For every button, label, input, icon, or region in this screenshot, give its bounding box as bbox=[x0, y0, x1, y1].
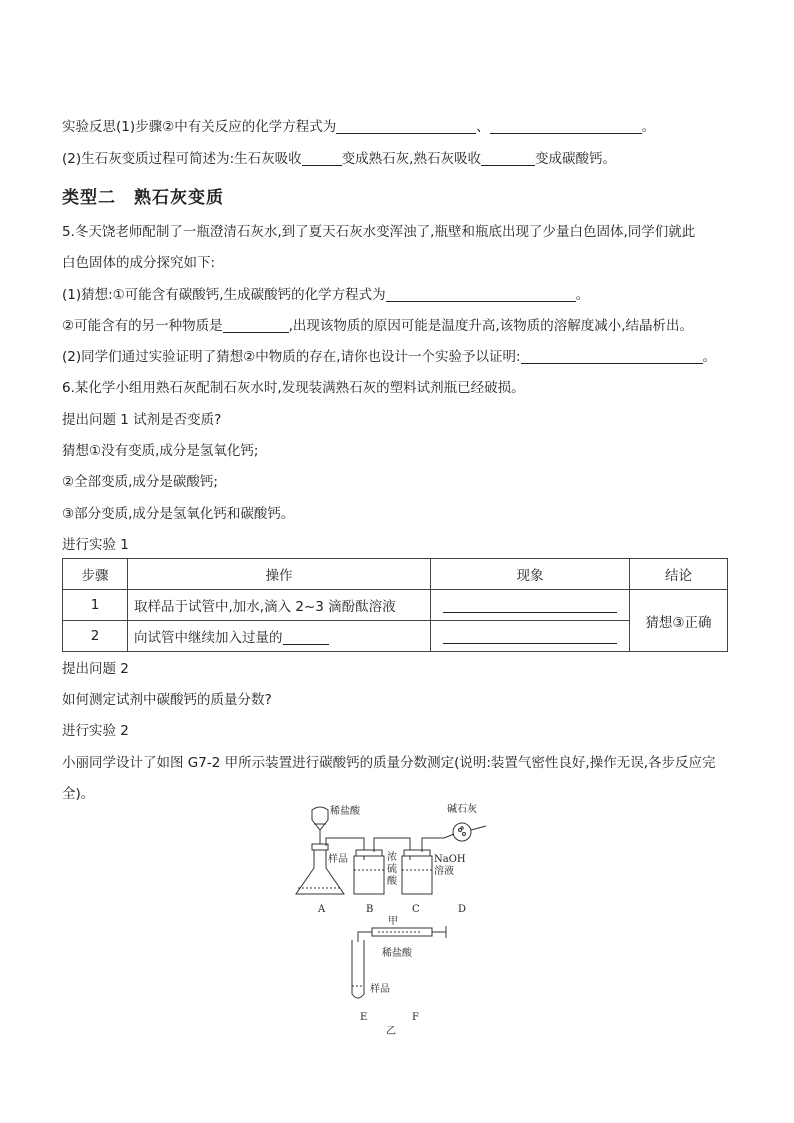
q6-problem-2-question: 如何测定试剂中碳酸钙的质量分数? bbox=[62, 692, 272, 708]
table-header-row bbox=[63, 559, 728, 590]
q6-intro: 6.某化学小组用熟石灰配制石灰水时,发现装满熟石灰的塑料试剂瓶已经破损。 bbox=[62, 380, 525, 396]
operation-cell bbox=[128, 621, 431, 652]
test-tube-icon bbox=[352, 940, 364, 998]
q6-exp-2-title: 进行实验 2 bbox=[62, 723, 129, 739]
label-acid-bottom: 稀盐酸 bbox=[382, 948, 412, 959]
letter-b: B bbox=[366, 904, 374, 915]
answer-blank[interactable] bbox=[443, 597, 617, 613]
q5-guess-2-text-b: ,出现该物质的原因可能是温度升高,该物质的溶解度减小,结晶析出。 bbox=[288, 318, 693, 334]
experiment-1-table bbox=[62, 558, 728, 652]
answer-blank[interactable] bbox=[386, 286, 576, 302]
reflection-2-text-a: (2)生石灰变质过程可简述为:生石灰吸收 bbox=[62, 151, 302, 167]
q5-guess-1-text: (1)猜想:①可能含有碳酸钙,生成碳酸钙的化学方程式为 bbox=[62, 287, 386, 303]
label-naoh: NaOH bbox=[434, 854, 466, 865]
apparatus-diagram bbox=[290, 800, 510, 1040]
funnel-icon bbox=[312, 807, 328, 830]
header-conclusion: 结论 bbox=[630, 559, 728, 590]
heading-type: 类型二 bbox=[62, 188, 116, 208]
label-soln: 溶液 bbox=[434, 866, 454, 877]
period: 。 bbox=[702, 349, 717, 365]
apparatus-figure bbox=[290, 800, 510, 1040]
drying-tube-icon bbox=[453, 823, 471, 841]
step-cell: 1 bbox=[63, 590, 128, 621]
answer-blank[interactable] bbox=[521, 348, 703, 364]
q6-guess-a: 猜想①没有变质,成分是氢氧化钙; bbox=[62, 443, 259, 459]
q5-intro-2: 白色固体的成分探究如下: bbox=[62, 255, 216, 271]
reflection-1-text: 实验反思(1)步骤②中有关反应的化学方程式为 bbox=[62, 119, 337, 135]
answer-blank[interactable] bbox=[481, 150, 535, 166]
label-sample-a: 样品 bbox=[328, 854, 348, 865]
header-phenomenon: 现象 bbox=[431, 559, 630, 590]
operation-text: 向试管中继续加入过量的 bbox=[134, 630, 283, 646]
q5-part-2-text: (2)同学们通过实验证明了猜想②中物质的存在,请你也设计一个实验予以证明: bbox=[62, 349, 521, 365]
period: 。 bbox=[641, 119, 656, 135]
label-acid-top: 稀盐酸 bbox=[330, 806, 360, 817]
step-cell: 2 bbox=[63, 621, 128, 652]
bottle-b-icon bbox=[354, 856, 384, 894]
heading-topic: 熟石灰变质 bbox=[134, 188, 224, 208]
q6-problem-2: 提出问题 2 bbox=[62, 661, 129, 677]
operation-cell: 取样品于试管中,加水,滴入 2~3 滴酚酞溶液 bbox=[128, 590, 431, 621]
q6-exp-1-title: 进行实验 1 bbox=[62, 537, 129, 553]
q5-intro-1: 5.冬天饶老师配制了一瓶澄清石灰水,到了夏天石灰水变浑浊了,瓶壁和瓶底出现了少量白色固体,同学们就此 bbox=[62, 224, 696, 240]
section-heading bbox=[62, 183, 224, 208]
caption-bottom: 乙 bbox=[386, 1026, 396, 1037]
separator: 、 bbox=[476, 119, 490, 135]
table-row bbox=[63, 590, 728, 621]
table-row bbox=[63, 621, 728, 652]
letter-c: C bbox=[412, 904, 420, 915]
label-sample-e: 样品 bbox=[370, 984, 390, 995]
letter-e: E bbox=[360, 1012, 368, 1023]
q5-guess-1 bbox=[62, 285, 589, 305]
q6-guess-c: ③部分变质,成分是氢氧化钙和碳酸钙。 bbox=[62, 506, 295, 522]
reflection-line-1 bbox=[62, 117, 655, 137]
phenomenon-cell bbox=[431, 621, 630, 652]
answer-blank[interactable] bbox=[283, 629, 329, 645]
header-operation: 操作 bbox=[128, 559, 431, 590]
label-conc-2: 硫 bbox=[387, 864, 397, 875]
answer-blank[interactable] bbox=[443, 628, 617, 644]
conclusion-cell: 猜想③正确 bbox=[630, 590, 728, 652]
phenomenon-cell bbox=[431, 590, 630, 621]
reflection-line-2 bbox=[62, 149, 616, 169]
label-conc-1: 浓 bbox=[387, 852, 397, 863]
q5-guess-2-text-a: ②可能含有的另一种物质是 bbox=[62, 318, 223, 334]
period: 。 bbox=[575, 287, 590, 303]
letter-a: A bbox=[318, 904, 326, 915]
reflection-2-text-c: 变成碳酸钙。 bbox=[534, 151, 616, 167]
caption-top: 甲 bbox=[388, 916, 398, 927]
bottle-c-icon bbox=[402, 856, 432, 894]
answer-blank[interactable] bbox=[223, 317, 289, 333]
q5-guess-2 bbox=[62, 316, 693, 336]
answer-blank[interactable] bbox=[302, 150, 342, 166]
reflection-2-text-b: 变成熟石灰,熟石灰吸收 bbox=[341, 151, 481, 167]
q6-guess-b: ②全部变质,成分是碳酸钙; bbox=[62, 474, 218, 490]
q5-part-2 bbox=[62, 347, 716, 367]
label-conc-3: 酸 bbox=[387, 876, 397, 887]
answer-blank[interactable] bbox=[490, 118, 642, 134]
q6-exp-2-desc-2: 全)。 bbox=[62, 786, 95, 802]
letter-d: D bbox=[458, 904, 467, 915]
label-soda-lime: 碱石灰 bbox=[447, 804, 477, 815]
letter-f: F bbox=[412, 1012, 419, 1023]
q6-exp-2-desc-1: 小丽同学设计了如图 G7-2 甲所示装置进行碳酸钙的质量分数测定(说明:装置气密性良好,操作无误,各步反应完 bbox=[62, 755, 716, 771]
header-step: 步骤 bbox=[63, 559, 128, 590]
q6-problem-1: 提出问题 1 试剂是否变质? bbox=[62, 412, 222, 428]
answer-blank[interactable] bbox=[336, 118, 476, 134]
